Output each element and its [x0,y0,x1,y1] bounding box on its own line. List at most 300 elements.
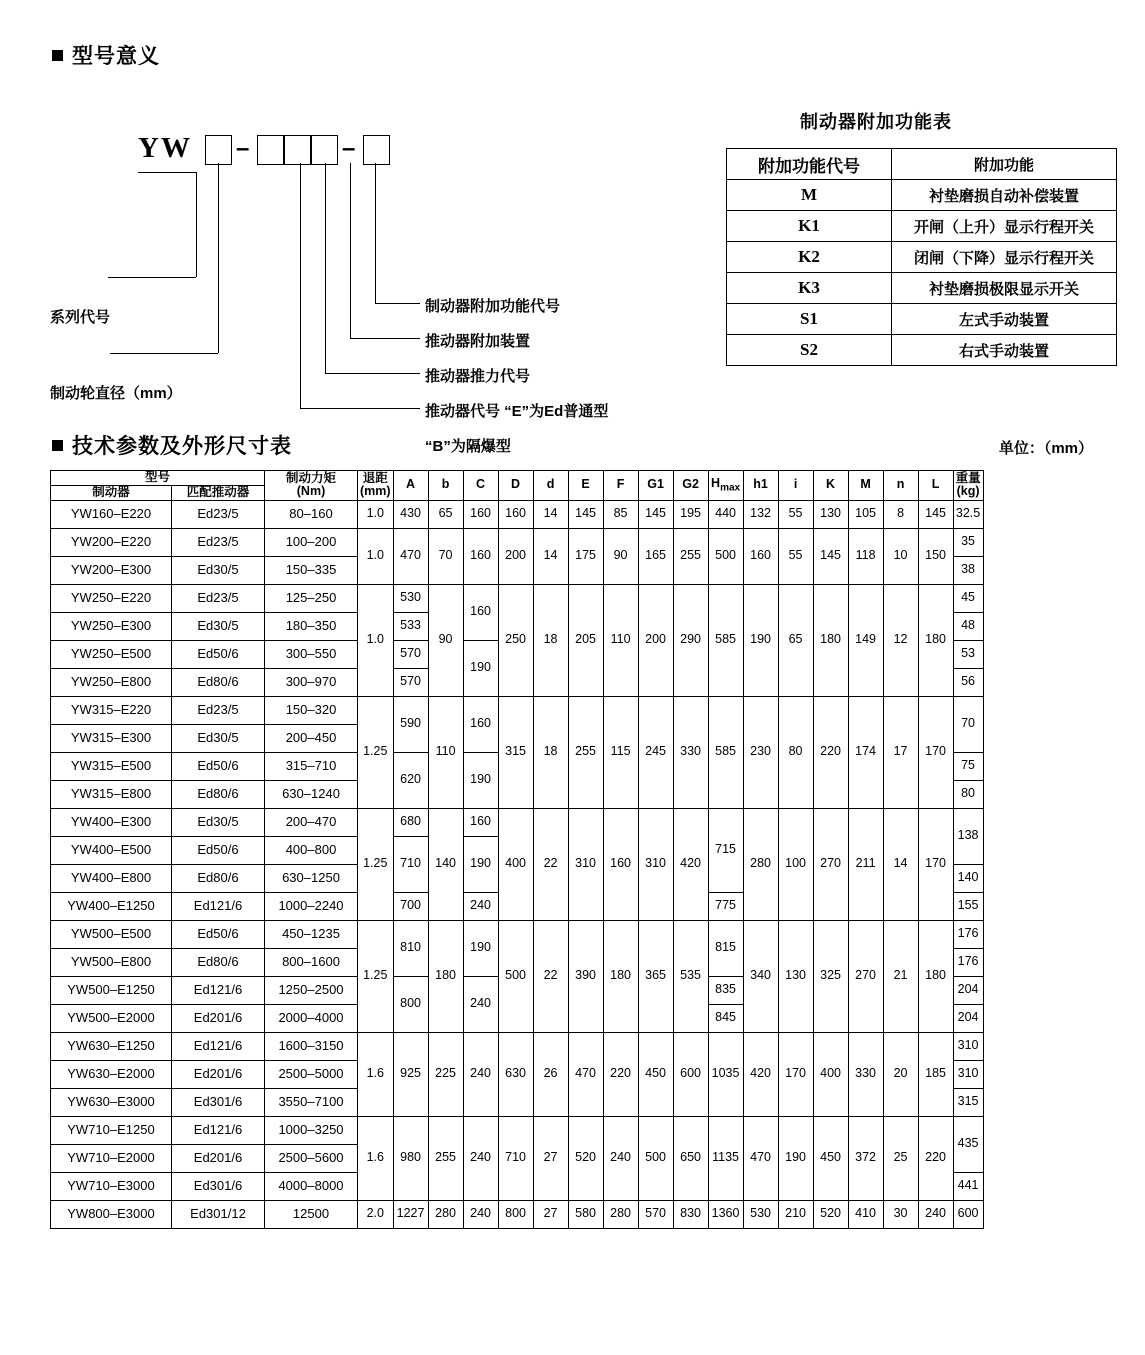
function-desc: 衬垫磨损极限显示开关 [892,273,1117,304]
cell-weight: 138 [953,808,983,864]
spec-header-row-1 [51,471,984,486]
cell-model: YW800–E3000 [51,1200,172,1228]
cell-model: YW315–E800 [51,780,172,808]
cell-M: 330 [848,1032,883,1116]
cell-model: YW160–E220 [51,500,172,528]
cell-L: 220 [918,1116,953,1200]
cell-L: 150 [918,528,953,584]
spec-header-b: b [428,471,463,501]
cell-torque: 12500 [265,1200,358,1228]
cell-pusher: Ed201/6 [172,1004,265,1032]
cell-D: 315 [498,696,533,808]
cell-i: 100 [778,808,813,920]
function-table-header-code: 附加功能代号 [727,149,892,180]
label-pusher-code-b: “B”为隔爆型 [425,438,511,455]
cell-h1: 530 [743,1200,778,1228]
cell-weight: 600 [953,1200,983,1228]
cell-G2: 535 [673,920,708,1032]
spec-header-torque-l2: (Nm) [296,484,326,499]
cell-K: 520 [813,1200,848,1228]
spec-header-weight [953,471,983,501]
cell-G2: 255 [673,528,708,584]
cell-model: YW630–E3000 [51,1088,172,1116]
cell-model: YW500–E2000 [51,1004,172,1032]
cell-pusher: Ed301/6 [172,1088,265,1116]
table-row [51,1116,984,1144]
cell-n: 12 [883,584,918,696]
cell-pusher: Ed50/6 [172,920,265,948]
cell-pusher: Ed301/12 [172,1200,265,1228]
cell-pusher: Ed301/6 [172,1172,265,1200]
section-heading-model-label: 型号意义 [72,45,160,68]
cell-weight: 315 [953,1088,983,1116]
cell-h1: 280 [743,808,778,920]
cell-weight: 176 [953,948,983,976]
cell-i: 170 [778,1032,813,1116]
cell-E: 310 [568,808,603,920]
cell-A: 800 [393,976,428,1032]
cell-weight: 204 [953,976,983,1004]
spec-header-torque-l1: 制动力矩 [285,470,336,485]
cell-A: 570 [393,640,428,668]
cell-weight: 204 [953,1004,983,1032]
cell-C: 160 [463,528,498,584]
cell-D: 800 [498,1200,533,1228]
cell-E: 145 [568,500,603,528]
cell-M: 174 [848,696,883,808]
cell-torque: 800–1600 [265,948,358,976]
cell-E: 470 [568,1032,603,1116]
cell-D: 630 [498,1032,533,1116]
cell-d: 27 [533,1116,568,1200]
cell-torque: 4000–8000 [265,1172,358,1200]
function-desc: 衬垫磨损自动补偿装置 [892,180,1117,211]
bullet-square-icon [52,50,63,61]
label-brake-wheel-diameter: 制动轮直径（mm） [50,385,182,402]
cell-pusher: Ed50/6 [172,640,265,668]
table-row [51,500,984,528]
cell-H: 845 [708,1004,743,1032]
cell-n: 8 [883,500,918,528]
cell-C: 160 [463,500,498,528]
table-row [51,1032,984,1060]
cell-weight: 53 [953,640,983,668]
cell-L: 170 [918,808,953,920]
cell-torque: 2000–4000 [265,1004,358,1032]
cell-d: 18 [533,584,568,696]
leader-line-pusher-extra-h [350,338,420,339]
cell-torque: 1600–3150 [265,1032,358,1060]
cell-gap: 1.0 [358,500,394,528]
cell-weight: 32.5 [953,500,983,528]
function-code: S2 [727,335,892,366]
cell-G2: 330 [673,696,708,808]
function-code: K2 [727,242,892,273]
cell-M: 372 [848,1116,883,1200]
function-table-row [727,211,1117,242]
cell-model: YW200–E220 [51,528,172,556]
cell-weight: 435 [953,1116,983,1172]
table-row [51,1200,984,1228]
spec-header-pusher: 匹配推动器 [172,485,265,500]
cell-torque: 400–800 [265,836,358,864]
cell-d: 26 [533,1032,568,1116]
cell-b: 225 [428,1032,463,1116]
cell-M: 410 [848,1200,883,1228]
cell-G2: 650 [673,1116,708,1200]
cell-L: 240 [918,1200,953,1228]
spec-header-Hmax: $H_{max}$ [708,471,743,501]
cell-F: 280 [603,1200,638,1228]
cell-C: 190 [463,640,498,696]
function-desc: 闭闸（下降）显示行程开关 [892,242,1117,273]
cell-F: 115 [603,696,638,808]
cell-i: 130 [778,920,813,1032]
cell-A: 590 [393,696,428,752]
cell-C: 160 [463,584,498,640]
cell-i: 55 [778,500,813,528]
cell-h1: 340 [743,920,778,1032]
cell-b: 280 [428,1200,463,1228]
cell-torque: 125–250 [265,584,358,612]
cell-L: 145 [918,500,953,528]
cell-M: 149 [848,584,883,696]
cell-pusher: Ed50/6 [172,752,265,780]
cell-G1: 450 [638,1032,673,1116]
cell-weight: 56 [953,668,983,696]
cell-C: 160 [463,696,498,752]
cell-G1: 165 [638,528,673,584]
cell-model: YW400–E800 [51,864,172,892]
cell-pusher: Ed121/6 [172,1116,265,1144]
cell-pusher: Ed201/6 [172,1144,265,1172]
cell-pusher: Ed50/6 [172,836,265,864]
spec-header-gap [358,471,394,501]
cell-pusher: Ed80/6 [172,948,265,976]
cell-pusher: Ed80/6 [172,668,265,696]
code-box-diameter [205,135,232,165]
cell-model: YW200–E300 [51,556,172,584]
cell-G2: 600 [673,1032,708,1116]
cell-H: 775 [708,892,743,920]
cell-C: 190 [463,920,498,976]
cell-h1: 190 [743,584,778,696]
cell-i: 190 [778,1116,813,1200]
spec-header-F: F [603,471,638,501]
cell-h1: 470 [743,1116,778,1200]
cell-D: 710 [498,1116,533,1200]
cell-G1: 245 [638,696,673,808]
spec-table-wrap [50,470,984,1229]
cell-weight: 45 [953,584,983,612]
label-pusher-code: 推动器代号 “E”为Ed普通型 [425,403,609,420]
spec-header-model-group: 型号 [51,471,265,486]
cell-weight: 35 [953,528,983,556]
leader-line-series-v [196,172,197,277]
cell-H: 440 [708,500,743,528]
cell-E: 580 [568,1200,603,1228]
cell-L: 185 [918,1032,953,1116]
function-desc: 左式手动装置 [892,304,1117,335]
cell-G1: 500 [638,1116,673,1200]
cell-G1: 570 [638,1200,673,1228]
cell-F: 180 [603,920,638,1032]
cell-torque: 200–450 [265,724,358,752]
table-row [51,920,984,948]
cell-torque: 100–200 [265,528,358,556]
cell-model: YW315–E220 [51,696,172,724]
cell-b: 180 [428,920,463,1032]
cell-F: 220 [603,1032,638,1116]
cell-H: 500 [708,528,743,584]
cell-C: 240 [463,1032,498,1116]
cell-n: 30 [883,1200,918,1228]
code-box-pusher-extra [311,135,338,165]
function-table-header-row [727,149,1117,180]
leader-line-series-h1 [138,172,196,173]
cell-M: 118 [848,528,883,584]
function-table-title: 制动器附加功能表 [800,112,952,132]
cell-H: 1035 [708,1032,743,1116]
cell-pusher: Ed121/6 [172,892,265,920]
cell-A: 710 [393,836,428,892]
bullet-square-icon [52,440,63,451]
unit-note: 单位：（mm） [998,440,1093,457]
cell-d: 22 [533,920,568,1032]
spec-header-gap-l1: 退距 [362,470,388,485]
leader-line-pusher-force-h [325,373,420,374]
cell-pusher: Ed23/5 [172,528,265,556]
cell-G2: 290 [673,584,708,696]
cell-weight: 48 [953,612,983,640]
cell-K: 450 [813,1116,848,1200]
cell-F: 90 [603,528,638,584]
function-code: K1 [727,211,892,242]
cell-d: 18 [533,696,568,808]
cell-A: 620 [393,752,428,808]
cell-n: 10 [883,528,918,584]
spec-header-weight-l1: 重量 [955,470,981,485]
cell-weight: 310 [953,1032,983,1060]
cell-model: YW710–E2000 [51,1144,172,1172]
function-code: M [727,180,892,211]
function-table-row [727,304,1117,335]
cell-K: 220 [813,696,848,808]
cell-b: 255 [428,1116,463,1200]
cell-C: 240 [463,1116,498,1200]
cell-E: 175 [568,528,603,584]
cell-b: 65 [428,500,463,528]
cell-model: YW500–E500 [51,920,172,948]
cell-C: 190 [463,836,498,892]
cell-K: 130 [813,500,848,528]
leader-line-diameter-h [110,353,218,354]
leader-line-function-h [375,303,420,304]
label-function-code: 制动器附加功能代号 [425,298,561,315]
cell-H: 1135 [708,1116,743,1200]
leader-line-pusher-type-v [300,163,301,408]
spec-header-i: i [778,471,813,501]
cell-torque: 300–550 [265,640,358,668]
cell-model: YW400–E300 [51,808,172,836]
cell-A: 925 [393,1032,428,1116]
cell-d: 14 [533,528,568,584]
leader-line-pusher-extra-v [350,163,351,338]
cell-weight: 176 [953,920,983,948]
function-table-row [727,180,1117,211]
cell-D: 250 [498,584,533,696]
cell-C: 240 [463,892,498,920]
cell-gap: 1.25 [358,920,394,1032]
cell-torque: 150–320 [265,696,358,724]
function-table-row [727,273,1117,304]
cell-n: 21 [883,920,918,1032]
cell-pusher: Ed30/5 [172,808,265,836]
cell-pusher: Ed23/5 [172,584,265,612]
leader-line-function-v [375,163,376,303]
spec-header-L: L [918,471,953,501]
cell-torque: 1000–3250 [265,1116,358,1144]
label-pusher-force: 推动器推力代号 [425,368,531,385]
cell-model: YW710–E3000 [51,1172,172,1200]
cell-G2: 420 [673,808,708,920]
cell-model: YW710–E1250 [51,1116,172,1144]
cell-torque: 3550–7100 [265,1088,358,1116]
cell-weight: 70 [953,696,983,752]
cell-A: 430 [393,500,428,528]
cell-pusher: Ed30/5 [172,556,265,584]
cell-F: 240 [603,1116,638,1200]
code-box-function [363,135,390,165]
cell-E: 390 [568,920,603,1032]
cell-gap: 1.6 [358,1116,394,1200]
cell-pusher: Ed30/5 [172,724,265,752]
cell-H: 585 [708,584,743,696]
cell-M: 270 [848,920,883,1032]
cell-h1: 230 [743,696,778,808]
spec-header-K: K [813,471,848,501]
cell-model: YW400–E500 [51,836,172,864]
spec-header-torque [265,471,358,501]
function-code: K3 [727,273,892,304]
function-table [726,148,1117,366]
cell-C: 240 [463,976,498,1032]
cell-torque: 200–470 [265,808,358,836]
spec-header-C: C [463,471,498,501]
cell-pusher: Ed80/6 [172,864,265,892]
cell-G2: 195 [673,500,708,528]
code-dash-1: – [236,135,250,162]
cell-D: 200 [498,528,533,584]
cell-E: 205 [568,584,603,696]
leader-line-diameter-v [218,163,219,353]
spec-table-body [51,500,984,1228]
function-desc: 开闸（上升）显示行程开关 [892,211,1117,242]
cell-i: 55 [778,528,813,584]
table-row [51,584,984,612]
cell-pusher: Ed121/6 [172,976,265,1004]
cell-model: YW400–E1250 [51,892,172,920]
spec-header-d: d [533,471,568,501]
cell-A: 570 [393,668,428,696]
cell-H: 585 [708,696,743,808]
cell-G1: 365 [638,920,673,1032]
cell-K: 270 [813,808,848,920]
cell-A: 1227 [393,1200,428,1228]
spec-header-D: D [498,471,533,501]
cell-torque: 2500–5000 [265,1060,358,1088]
cell-A: 680 [393,808,428,836]
cell-model: YW315–E300 [51,724,172,752]
cell-weight: 80 [953,780,983,808]
cell-torque: 450–1235 [265,920,358,948]
cell-torque: 315–710 [265,752,358,780]
cell-gap: 1.0 [358,584,394,696]
cell-F: 160 [603,808,638,920]
cell-pusher: Ed80/6 [172,780,265,808]
cell-pusher: Ed23/5 [172,696,265,724]
cell-G1: 200 [638,584,673,696]
cell-n: 14 [883,808,918,920]
cell-M: 211 [848,808,883,920]
cell-model: YW315–E500 [51,752,172,780]
cell-torque: 1250–2500 [265,976,358,1004]
code-box-pusher-force [284,135,311,165]
leader-line-pusher-force-v [325,163,326,373]
cell-H: 715 [708,808,743,892]
cell-A: 530 [393,584,428,612]
cell-h1: 132 [743,500,778,528]
table-row [51,528,984,556]
cell-d: 27 [533,1200,568,1228]
cell-model: YW250–E220 [51,584,172,612]
cell-weight: 140 [953,864,983,892]
cell-H: 815 [708,920,743,976]
cell-b: 140 [428,808,463,920]
cell-model: YW250–E300 [51,612,172,640]
table-row [51,808,984,836]
cell-L: 180 [918,920,953,1032]
cell-G1: 145 [638,500,673,528]
cell-H: 835 [708,976,743,1004]
cell-M: 105 [848,500,883,528]
cell-pusher: Ed121/6 [172,1032,265,1060]
function-table-header-desc: 附加功能 [892,149,1117,180]
cell-A: 700 [393,892,428,920]
cell-K: 180 [813,584,848,696]
cell-A: 980 [393,1116,428,1200]
cell-i: 210 [778,1200,813,1228]
cell-model: YW250–E500 [51,640,172,668]
cell-F: 85 [603,500,638,528]
cell-A: 533 [393,612,428,640]
function-table-row [727,242,1117,273]
spec-header-G1: G1 [638,471,673,501]
leader-line-pusher-type-h [300,408,420,409]
series-code-text: YW [138,132,192,164]
cell-d: 22 [533,808,568,920]
cell-D: 500 [498,920,533,1032]
cell-torque: 300–970 [265,668,358,696]
cell-weight: 441 [953,1172,983,1200]
function-table-row [727,335,1117,366]
spec-header-A: A [393,471,428,501]
cell-n: 20 [883,1032,918,1116]
leader-line-series-h2 [108,277,196,278]
cell-weight: 75 [953,752,983,780]
cell-L: 170 [918,696,953,808]
section-heading-spec-label: 技术参数及外形尺寸表 [72,435,292,458]
